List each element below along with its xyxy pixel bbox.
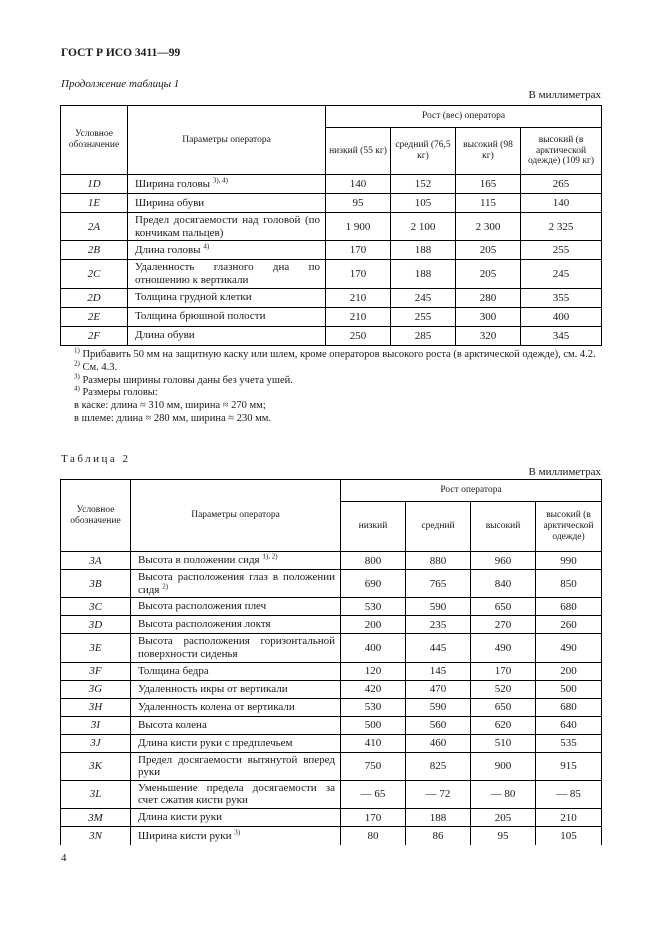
row-value: 245 bbox=[521, 260, 602, 288]
table-row bbox=[61, 827, 602, 845]
row-parameter: Удаленность икры от вертикали bbox=[131, 680, 341, 698]
row-value: 990 bbox=[536, 552, 602, 570]
footnote-line: $^{1)}$ Прибавить 50 мм на защитную каску или шлем, кроме операторов высокого роста (в арктической одежде), см. 4.2. bbox=[74, 346, 596, 360]
row-code: 3E bbox=[61, 634, 131, 662]
row-value: 490 bbox=[471, 634, 536, 662]
row-value: 2 300 bbox=[456, 213, 521, 241]
table2-header-group: Рост оператора bbox=[341, 480, 602, 502]
footnote-marker: 4) bbox=[74, 384, 80, 393]
table1-header-col-medium: средний (76,5 кг) bbox=[391, 128, 456, 175]
row-value: 490 bbox=[536, 634, 602, 662]
row-value: 640 bbox=[536, 716, 602, 734]
row-value: 510 bbox=[471, 734, 536, 752]
table-row bbox=[61, 213, 602, 241]
row-parameter: Толщина брюшной полости bbox=[128, 307, 326, 326]
footnote-line: $^{2)}$ См. 4.3. bbox=[74, 359, 118, 373]
table1-header-col-high: высокий (98 кг) bbox=[456, 128, 521, 175]
row-value: 170 bbox=[326, 260, 391, 288]
table-row bbox=[61, 662, 602, 680]
table1-header-row-group bbox=[61, 106, 602, 128]
table-row bbox=[61, 634, 602, 662]
row-value: 960 bbox=[471, 552, 536, 570]
table-row bbox=[61, 552, 602, 570]
table2-header-code: Условное обозначение bbox=[61, 480, 131, 552]
table1-units-label: В миллиметрах bbox=[528, 89, 601, 101]
row-value: 850 bbox=[536, 570, 602, 598]
footnote-marker: 3) bbox=[74, 372, 80, 381]
row-value: 400 bbox=[341, 634, 406, 662]
table-row bbox=[61, 175, 602, 194]
table-row bbox=[61, 598, 602, 616]
table2-header-col-low: низкий bbox=[341, 502, 406, 552]
row-code: 3F bbox=[61, 662, 131, 680]
row-value: 188 bbox=[406, 809, 471, 827]
row-value: 825 bbox=[406, 752, 471, 780]
row-value: 210 bbox=[326, 307, 391, 326]
table1-caption: Продолжение таблицы 1 bbox=[61, 78, 180, 90]
row-parameter: Высота расположения плеч bbox=[131, 598, 341, 616]
row-parameter: Длина кисти руки с предплечьем bbox=[131, 734, 341, 752]
row-parameter: Толщина грудной клетки bbox=[128, 288, 326, 307]
row-parameter: Ширина кисти руки $^{3)}$ bbox=[131, 827, 341, 845]
row-parameter: Ширина обуви bbox=[128, 194, 326, 213]
row-code: 3K bbox=[61, 752, 131, 780]
row-value: 140 bbox=[521, 194, 602, 213]
row-parameter: Высота расположения глаз в положении сидя $^{2)}$ bbox=[131, 570, 341, 598]
footnote-ref: 2) bbox=[162, 581, 169, 590]
row-code: 1E bbox=[61, 194, 128, 213]
row-parameter: Ширина головы $^{3), 4)}$ bbox=[128, 175, 326, 194]
table-row bbox=[61, 260, 602, 288]
footnote-line: $^{4)}$ Размеры головы: bbox=[74, 384, 158, 399]
row-value: 120 bbox=[341, 662, 406, 680]
row-value: 245 bbox=[391, 288, 456, 307]
row-parameter: Высота расположения локтя bbox=[131, 616, 341, 634]
table2 bbox=[60, 479, 602, 845]
row-value: 145 bbox=[406, 662, 471, 680]
row-value: 520 bbox=[471, 680, 536, 698]
table2-caption: Таблица 2 bbox=[61, 453, 131, 465]
row-value: 345 bbox=[521, 326, 602, 345]
table2-header-col-high: высокий bbox=[471, 502, 536, 552]
row-parameter: Высота в положении сидя $^{1), 2)}$ bbox=[131, 552, 341, 570]
row-value: 255 bbox=[521, 241, 602, 260]
row-value: 205 bbox=[471, 809, 536, 827]
row-code: 3H bbox=[61, 698, 131, 716]
row-value: 86 bbox=[406, 827, 471, 845]
row-code: 3C bbox=[61, 598, 131, 616]
table-row bbox=[61, 241, 602, 260]
row-code: 3G bbox=[61, 680, 131, 698]
row-value: 205 bbox=[456, 241, 521, 260]
row-code: 3M bbox=[61, 809, 131, 827]
row-value: 650 bbox=[471, 698, 536, 716]
row-code: 3I bbox=[61, 716, 131, 734]
footnote-marker: 1) bbox=[74, 346, 80, 355]
row-value: 650 bbox=[471, 598, 536, 616]
row-value: 250 bbox=[326, 326, 391, 345]
row-value: 235 bbox=[406, 616, 471, 634]
row-value: 152 bbox=[391, 175, 456, 194]
row-value: 280 bbox=[456, 288, 521, 307]
footnote-line: в каске: длина ≈ 310 мм, ширина ≈ 270 мм; bbox=[74, 400, 266, 412]
row-value: 170 bbox=[471, 662, 536, 680]
table-row bbox=[61, 616, 602, 634]
row-value: 285 bbox=[391, 326, 456, 345]
row-parameter: Предел досягаемости над головой (по кончикам пальцев) bbox=[128, 213, 326, 241]
row-value: 1 900 bbox=[326, 213, 391, 241]
row-code: 3L bbox=[61, 780, 131, 808]
row-value: 320 bbox=[456, 326, 521, 345]
table-row bbox=[61, 570, 602, 598]
row-value: 355 bbox=[521, 288, 602, 307]
row-value: 460 bbox=[406, 734, 471, 752]
row-value: 680 bbox=[536, 698, 602, 716]
row-value: 410 bbox=[341, 734, 406, 752]
table1-header-code: Условное обозначение bbox=[61, 106, 128, 175]
row-value: 205 bbox=[456, 260, 521, 288]
footnote-ref: 3), 4) bbox=[212, 176, 228, 185]
table-row bbox=[61, 307, 602, 326]
row-value: 300 bbox=[456, 307, 521, 326]
row-code: 2C bbox=[61, 260, 128, 288]
row-value: 750 bbox=[341, 752, 406, 780]
row-parameter: Длина обуви bbox=[128, 326, 326, 345]
table-row bbox=[61, 698, 602, 716]
row-value: 880 bbox=[406, 552, 471, 570]
row-value: 210 bbox=[326, 288, 391, 307]
footnote-marker: 2) bbox=[74, 359, 80, 368]
row-value: 680 bbox=[536, 598, 602, 616]
row-value: 80 bbox=[341, 827, 406, 845]
footnote-line: $^{3)}$ Размеры ширины головы даны без учета ушей. bbox=[74, 372, 293, 386]
row-code: 3D bbox=[61, 616, 131, 634]
table2-header-col-arctic: высокий (в арктической одежде) bbox=[536, 502, 602, 552]
row-value: 265 bbox=[521, 175, 602, 194]
row-value: 95 bbox=[326, 194, 391, 213]
row-value: 188 bbox=[391, 260, 456, 288]
row-value: 420 bbox=[341, 680, 406, 698]
page-number: 4 bbox=[61, 852, 67, 864]
row-code: 3J bbox=[61, 734, 131, 752]
row-value: 140 bbox=[326, 175, 391, 194]
row-value: 255 bbox=[391, 307, 456, 326]
row-value: 535 bbox=[536, 734, 602, 752]
table-row bbox=[61, 326, 602, 345]
table2-units-label: В миллиметрах bbox=[528, 466, 601, 478]
table2-header-col-medium: средний bbox=[406, 502, 471, 552]
row-value: 445 bbox=[406, 634, 471, 662]
row-value: 115 bbox=[456, 194, 521, 213]
document-title: ГОСТ Р ИСО 3411—99 bbox=[61, 47, 181, 59]
row-value: 170 bbox=[326, 241, 391, 260]
row-value: 210 bbox=[536, 809, 602, 827]
table-row bbox=[61, 194, 602, 213]
row-value: 590 bbox=[406, 698, 471, 716]
row-value: 200 bbox=[341, 616, 406, 634]
row-value: 690 bbox=[341, 570, 406, 598]
row-value: 270 bbox=[471, 616, 536, 634]
row-value: 765 bbox=[406, 570, 471, 598]
row-parameter: Длина головы $^{4)}$ bbox=[128, 241, 326, 260]
table-row bbox=[61, 680, 602, 698]
row-value: 915 bbox=[536, 752, 602, 780]
row-value: 2 100 bbox=[391, 213, 456, 241]
row-value: 400 bbox=[521, 307, 602, 326]
table-row bbox=[61, 288, 602, 307]
row-code: 1D bbox=[61, 175, 128, 194]
table-row bbox=[61, 734, 602, 752]
row-parameter: Предел досягаемости вытянутой вперед руки bbox=[131, 752, 341, 780]
row-value: 105 bbox=[536, 827, 602, 845]
row-value: 200 bbox=[536, 662, 602, 680]
row-parameter: Высота расположения горизонтальной поверхности сиденья bbox=[131, 634, 341, 662]
row-value: 470 bbox=[406, 680, 471, 698]
row-parameter: Длина кисти руки bbox=[131, 809, 341, 827]
footnote-line: в шлеме: длина ≈ 280 мм, ширина ≈ 230 мм. bbox=[74, 412, 271, 424]
table1-header-param: Параметры оператора bbox=[128, 106, 326, 175]
row-parameter: Уменьшение предела досягаемости за счет сжатия кисти руки bbox=[131, 780, 341, 808]
row-parameter: Удаленность колена от вертикали bbox=[131, 698, 341, 716]
row-value: — 65 bbox=[341, 780, 406, 808]
row-value: 165 bbox=[456, 175, 521, 194]
table2-header-row-group bbox=[61, 480, 602, 502]
row-code: 3N bbox=[61, 827, 131, 845]
row-value: 900 bbox=[471, 752, 536, 780]
row-value: 170 bbox=[341, 809, 406, 827]
table-row bbox=[61, 809, 602, 827]
footnote-ref: 4) bbox=[203, 242, 210, 251]
row-value: 500 bbox=[341, 716, 406, 734]
row-value: 2 325 bbox=[521, 213, 602, 241]
row-value: 530 bbox=[341, 598, 406, 616]
row-code: 3A bbox=[61, 552, 131, 570]
footnote-ref: 3) bbox=[234, 827, 241, 836]
table-row bbox=[61, 780, 602, 808]
row-value: 840 bbox=[471, 570, 536, 598]
row-value: 590 bbox=[406, 598, 471, 616]
row-value: 260 bbox=[536, 616, 602, 634]
row-value: — 85 bbox=[536, 780, 602, 808]
row-code: 2E bbox=[61, 307, 128, 326]
row-value: 95 bbox=[471, 827, 536, 845]
table1-header-group: Рост (вес) оператора bbox=[326, 106, 602, 128]
table1-header-col-arctic: высокий (в арктической одежде) (109 кг) bbox=[521, 128, 602, 175]
row-value: 188 bbox=[391, 241, 456, 260]
row-value: 620 bbox=[471, 716, 536, 734]
row-value: 105 bbox=[391, 194, 456, 213]
table1-footnotes bbox=[60, 346, 601, 426]
row-value: 500 bbox=[536, 680, 602, 698]
row-code: 2F bbox=[61, 326, 128, 345]
row-value: 800 bbox=[341, 552, 406, 570]
row-value: 530 bbox=[341, 698, 406, 716]
table2-header-param: Параметры оператора bbox=[131, 480, 341, 552]
row-parameter: Толщина бедра bbox=[131, 662, 341, 680]
footnote-ref: 1), 2) bbox=[262, 552, 278, 561]
row-value: — 80 bbox=[471, 780, 536, 808]
row-parameter: Удаленность глазного дна по отношению к вертикали bbox=[128, 260, 326, 288]
row-value: 560 bbox=[406, 716, 471, 734]
table1-header-col-low: низкий (55 кг) bbox=[326, 128, 391, 175]
table1 bbox=[60, 105, 602, 346]
row-code: 3B bbox=[61, 570, 131, 598]
table-row bbox=[61, 716, 602, 734]
row-code: 2A bbox=[61, 213, 128, 241]
table-row bbox=[61, 752, 602, 780]
row-value: — 72 bbox=[406, 780, 471, 808]
row-code: 2D bbox=[61, 288, 128, 307]
row-code: 2B bbox=[61, 241, 128, 260]
row-parameter: Высота колена bbox=[131, 716, 341, 734]
